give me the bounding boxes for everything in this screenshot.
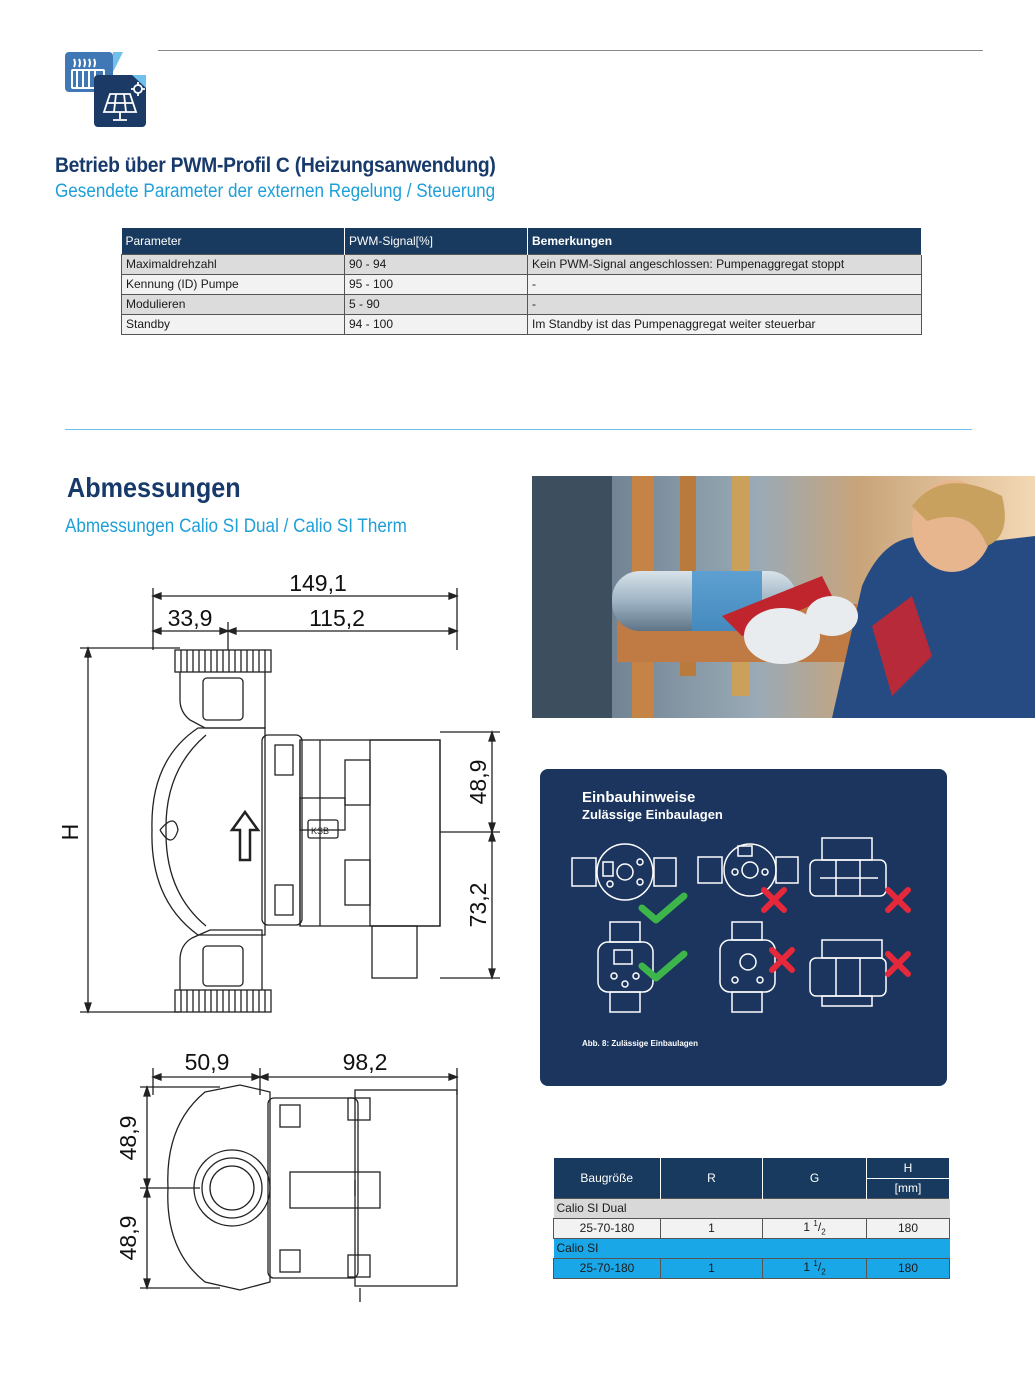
table-group-row: [554, 1198, 950, 1218]
col-header-h: H: [867, 1158, 950, 1178]
cell-parameter: Kennung (ID) Pumpe: [122, 274, 345, 294]
pump-position-6: [810, 940, 886, 1006]
cell-parameter: Standby: [122, 314, 345, 334]
cell-size: 25-70-180: [554, 1218, 661, 1238]
dim-lower-height: 73,2: [465, 882, 491, 928]
dim-top-lower: 48,9: [115, 1215, 141, 1261]
col-header-size: Baugröße: [554, 1158, 661, 1198]
cell-parameter: Maximaldrehzahl: [122, 254, 345, 274]
col-header-pwm-signal: PWM-Signal[%]: [345, 228, 528, 254]
table-row: [122, 274, 922, 294]
group-label: Calio SI: [554, 1238, 950, 1258]
cell-remark: -: [528, 294, 922, 314]
cell-g: 1 $^1/_2$: [763, 1218, 867, 1238]
table-row: [554, 1218, 950, 1238]
table-row: [122, 294, 922, 314]
cell-g: 1 $^1/_2$: [763, 1258, 867, 1278]
pwm-section-title: Betrieb über PWM-Profil C (Heizungsanwendung): [55, 154, 496, 177]
cell-pwm-signal: 90 - 94: [345, 254, 528, 274]
col-header-r: R: [661, 1158, 763, 1198]
pump-top-view-drawing: [100, 1040, 480, 1310]
g-denominator: 2: [821, 1267, 826, 1277]
size-table: [553, 1158, 950, 1279]
pump-position-5: [720, 922, 775, 1012]
cell-r: 1: [661, 1258, 763, 1278]
cell-h: 180: [867, 1218, 950, 1238]
col-header-remarks: Bemerkungen: [528, 228, 922, 254]
pump-position-1: [572, 844, 676, 900]
installation-panel-caption: Abb. 8: Zulässige Einbaulagen: [582, 1039, 699, 1048]
dim-total-width: 149,1: [289, 570, 347, 596]
g-whole: 1: [803, 1260, 811, 1275]
table-row: [122, 254, 922, 274]
cell-remark: -: [528, 274, 922, 294]
dimensions-subtitle: Abmessungen Calio SI Dual / Calio SI Therm: [65, 516, 407, 537]
dim-right-width: 115,2: [309, 605, 365, 631]
cell-parameter: Modulieren: [122, 294, 345, 314]
heating-solar-icon: [62, 50, 152, 132]
dim-top-right: 98,2: [342, 1049, 388, 1075]
cross-icon: [888, 954, 908, 974]
table-group-row: [554, 1238, 950, 1258]
cross-icon: [888, 890, 908, 910]
col-header-g: G: [763, 1158, 867, 1198]
cell-remark: Kein PWM-Signal angeschlossen: Pumpenaggregat stoppt: [528, 254, 922, 274]
dim-top-left: 50,9: [184, 1049, 230, 1075]
g-whole: 1: [803, 1220, 811, 1235]
g-numerator: 1: [813, 1219, 818, 1229]
installer-photo: [532, 476, 1035, 718]
table-row: [122, 314, 922, 334]
cell-h: 180: [867, 1258, 950, 1278]
col-header-h-unit: [mm]: [867, 1178, 950, 1198]
dimensions-title: Abmessungen: [67, 472, 241, 503]
pwm-parameter-table: [121, 228, 922, 335]
g-denominator: 2: [821, 1227, 826, 1237]
cell-pwm-signal: 5 - 90: [345, 294, 528, 314]
dim-upper-height: 48,9: [465, 759, 491, 805]
table-header-row: [554, 1158, 950, 1178]
group-label: Calio SI Dual: [554, 1198, 950, 1218]
g-numerator: 1: [813, 1259, 818, 1269]
dim-top-upper: 48,9: [115, 1115, 141, 1161]
pump-position-3: [810, 838, 886, 896]
pwm-section-subtitle: Gesendete Parameter der externen Regelung / Steuerung: [55, 181, 496, 202]
dim-left-offset: 33,9: [167, 605, 213, 631]
installation-positions-diagram: [560, 830, 930, 1030]
cell-remark: Im Standby ist das Pumpenaggregat weiter steuerbar: [528, 314, 922, 334]
dim-height: H: [57, 823, 83, 841]
installation-panel-title: Einbauhinweise: [582, 789, 696, 806]
cross-icon: [764, 890, 784, 910]
cell-pwm-signal: 94 - 100: [345, 314, 528, 334]
installation-panel-subtitle: Zulässige Einbaulagen: [582, 807, 723, 822]
check-icon: [642, 896, 684, 920]
section-divider: [65, 429, 972, 430]
pump-side-view-drawing: [57, 565, 520, 1025]
check-icon: [642, 954, 684, 978]
ksb-logo: KSB: [310, 826, 330, 836]
table-header-row: [122, 228, 922, 254]
cell-r: 1: [661, 1218, 763, 1238]
top-divider: [158, 50, 983, 51]
cell-pwm-signal: 95 - 100: [345, 274, 528, 294]
col-header-parameter: Parameter: [122, 228, 345, 254]
table-row: [554, 1258, 950, 1278]
cell-size: 25-70-180: [554, 1258, 661, 1278]
